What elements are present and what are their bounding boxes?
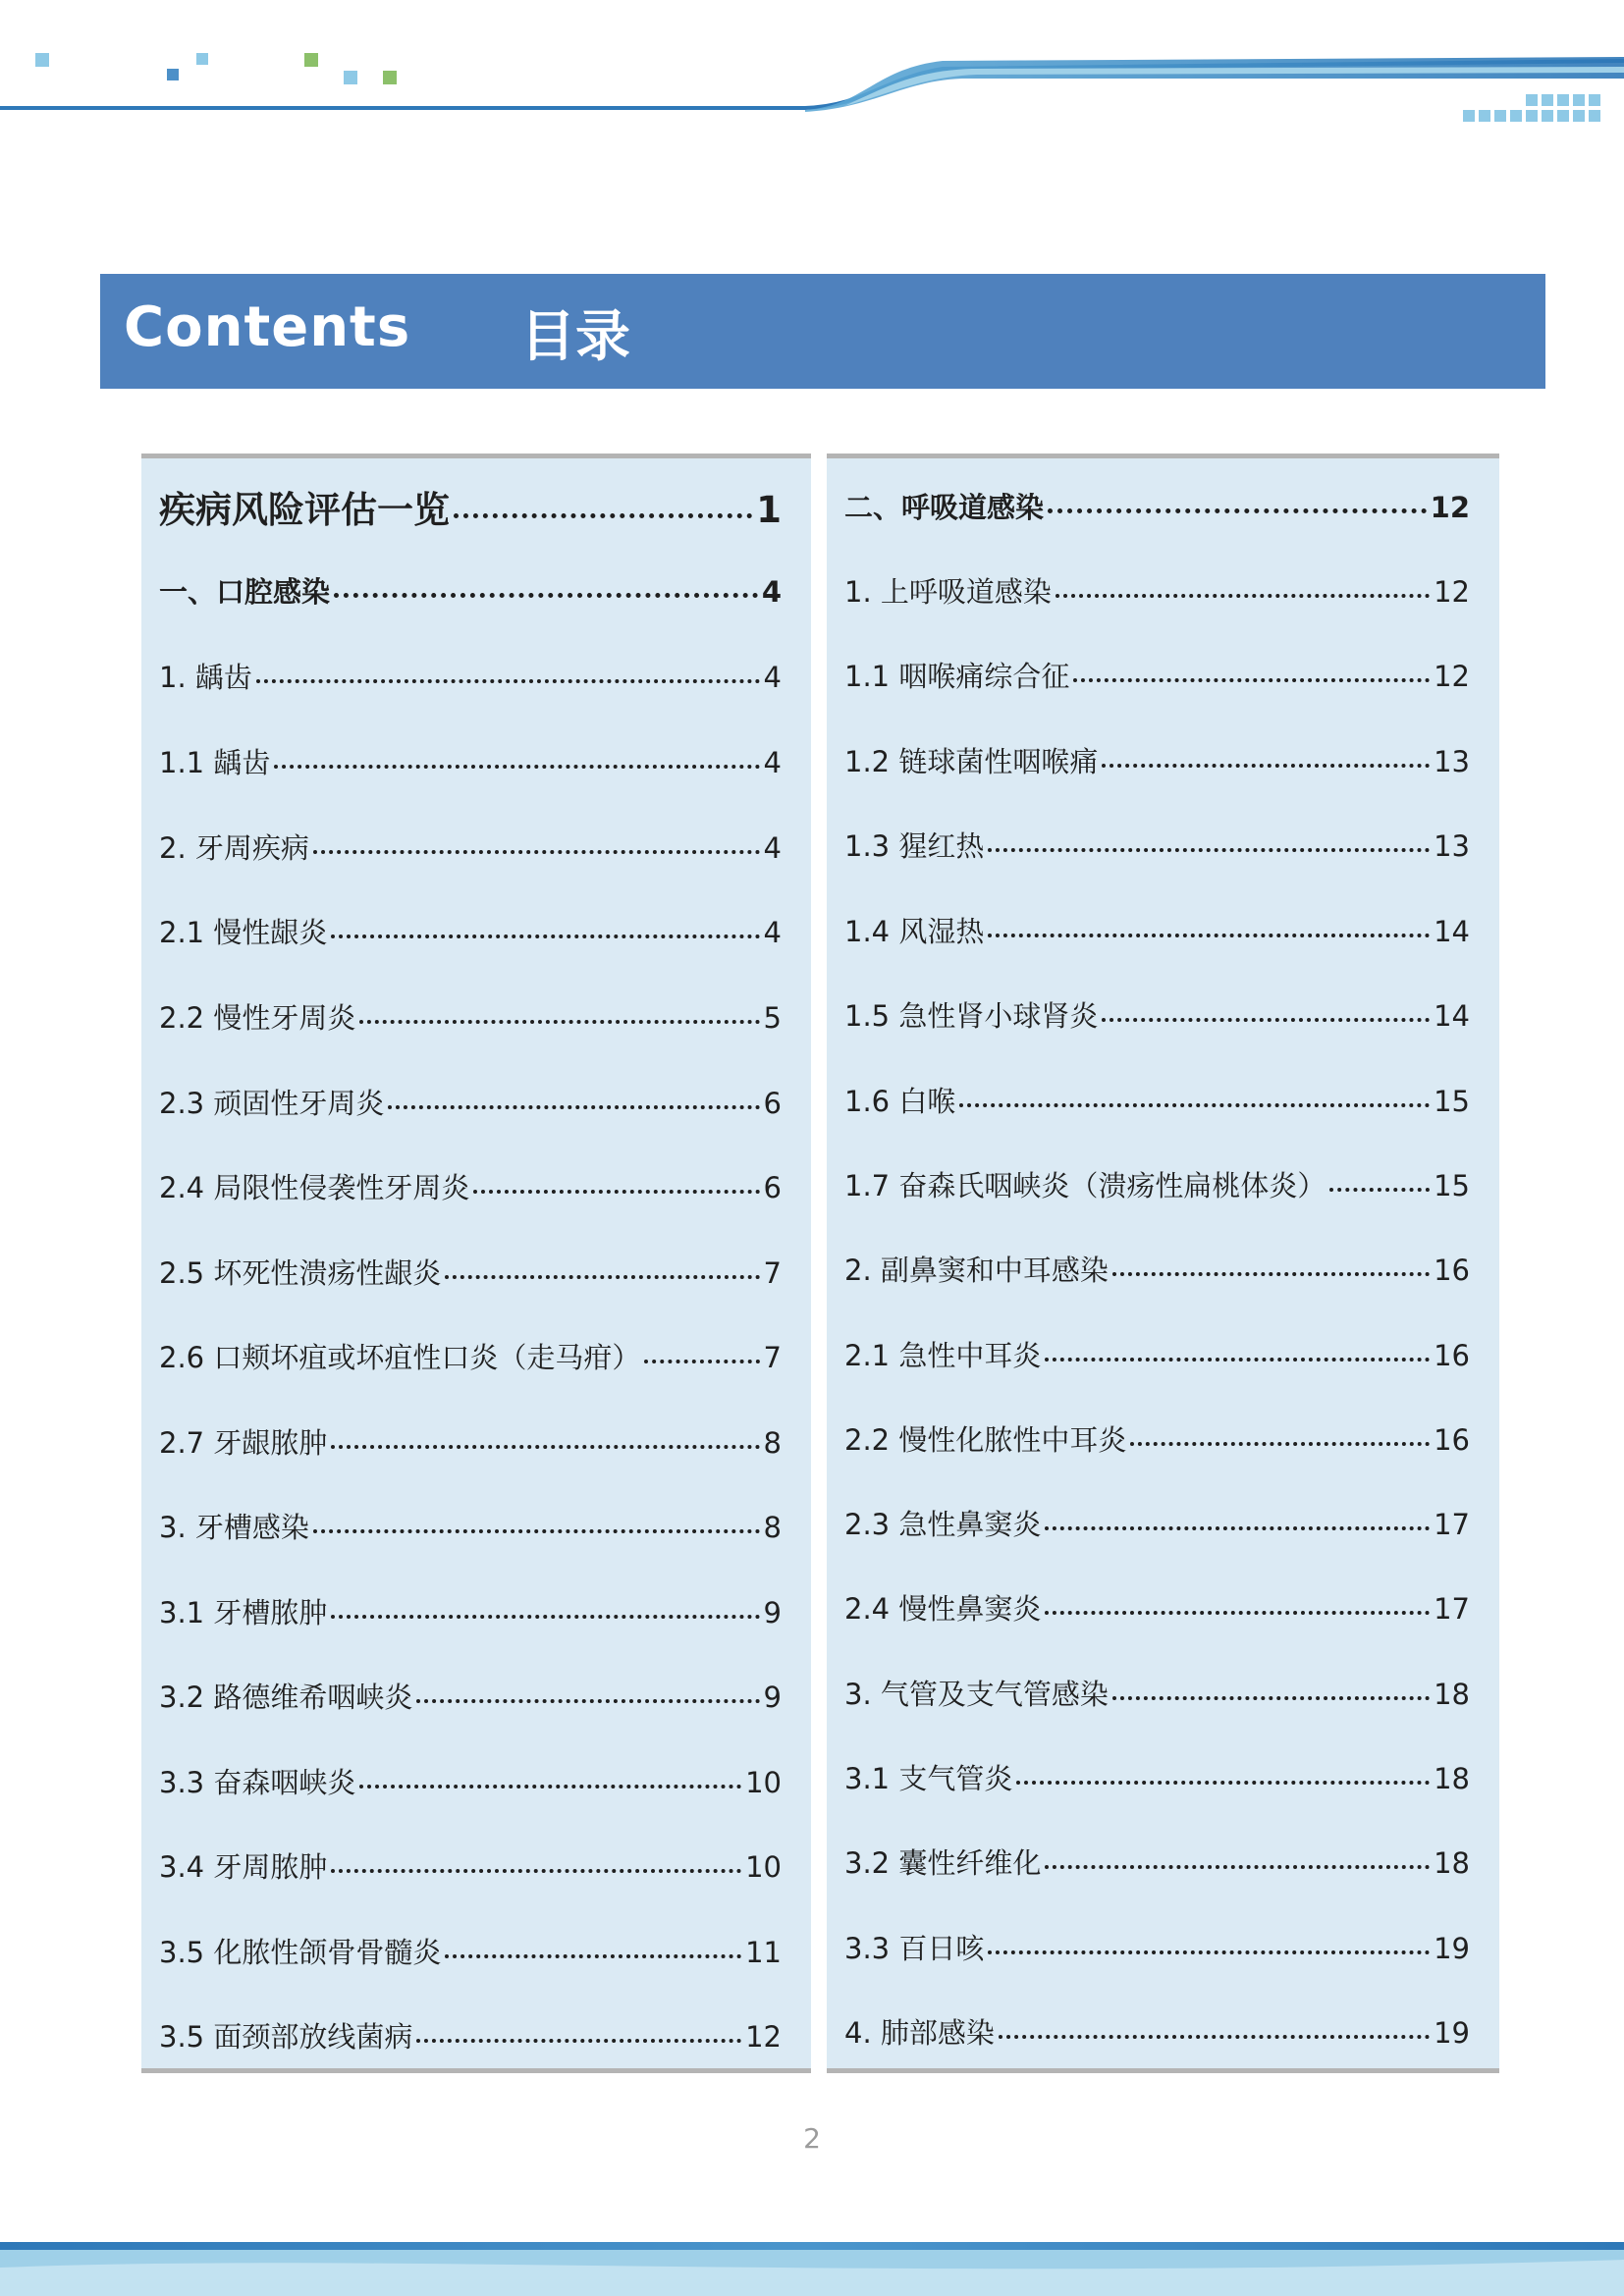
toc-entry-page: 5 (763, 1001, 782, 1035)
toc-entry-title: 4. 肺部感染 (844, 2016, 995, 2050)
toc-entry-page: 14 (1434, 999, 1470, 1033)
toc-leader-dots (1130, 1442, 1430, 1446)
toc-entry[interactable] (844, 737, 1470, 786)
toc-entry-page: 6 (763, 1087, 782, 1120)
toc-entry-page: 18 (1434, 1762, 1470, 1795)
toc-entry-title: 二、呼吸道感染 (844, 491, 1045, 524)
toc-entry-page: 12 (1434, 575, 1470, 609)
toc-entry[interactable] (159, 1418, 782, 1468)
toc-leader-dots (416, 2039, 741, 2043)
toc-entry-title: 2. 副鼻窦和中耳感染 (844, 1254, 1109, 1287)
toc-leader-dots (988, 848, 1430, 852)
toc-entry-title: 2.6 口颊坏疽或坏疽性口炎（走马疳） (159, 1341, 641, 1374)
toc-leader-dots (359, 1785, 741, 1789)
toc-entry-page: 16 (1434, 1254, 1470, 1287)
toc-entry[interactable] (159, 1249, 782, 1298)
toc-entry-title: 2.4 局限性侵袭性牙周炎 (159, 1171, 470, 1204)
toc-leader-dots (1016, 1781, 1430, 1785)
toc-entry-page: 13 (1434, 829, 1470, 863)
toc-entry-page: 18 (1434, 1846, 1470, 1880)
toc-entry[interactable] (159, 908, 782, 957)
toc-entry-title: 一、口腔感染 (159, 575, 331, 609)
toc-entry-title: 3.2 囊性纤维化 (844, 1846, 1042, 1880)
toc-entry-title: 1.2 链球菌性咽喉痛 (844, 745, 1099, 778)
toc-leader-dots (1073, 678, 1430, 682)
toc-entry[interactable] (844, 1415, 1470, 1465)
toc-entry-title: 疾病风险评估一览 (159, 489, 450, 531)
toc-entry[interactable] (159, 738, 782, 787)
toc-entry[interactable] (844, 1584, 1470, 1633)
toc-leader-dots (388, 1105, 759, 1109)
toc-entry[interactable] (159, 1673, 782, 1722)
toc-entry-page: 1 (756, 489, 782, 531)
toc-leader-dots (416, 1699, 759, 1703)
toc-entry-title: 1. 上呼吸道感染 (844, 575, 1052, 609)
toc-right-column (827, 454, 1499, 2073)
toc-leader-dots (644, 1360, 759, 1363)
toc-leader-dots (445, 1954, 741, 1958)
toc-entry-page: 11 (745, 1936, 782, 1969)
toc-entry[interactable] (844, 1077, 1470, 1126)
toc-leader-dots (1045, 1865, 1430, 1869)
toc-entry[interactable] (159, 824, 782, 873)
toc-entry[interactable] (844, 822, 1470, 871)
toc-leader-dots (473, 1190, 759, 1194)
toc-entry[interactable] (159, 1588, 782, 1637)
toc-leader-dots (1112, 1272, 1430, 1276)
toc-leader-dots (256, 679, 760, 683)
toc-entry-page: 16 (1434, 1423, 1470, 1457)
toc-entry-title: 2.2 慢性化脓性中耳炎 (844, 1423, 1127, 1457)
toc-entry-page: 4 (763, 746, 782, 779)
toc-entry-page: 9 (763, 1596, 782, 1629)
toc-entry-page: 17 (1434, 1592, 1470, 1626)
toc-leader-dots (1329, 1188, 1430, 1192)
contents-title-en: Contents (124, 295, 411, 359)
toc-leader-dots (313, 850, 760, 854)
toc-entry-page: 10 (745, 1850, 782, 1884)
toc-entry-title: 3.5 面颈部放线菌病 (159, 2020, 413, 2054)
toc-entry-page: 10 (745, 1766, 782, 1799)
contents-banner (100, 274, 1545, 389)
toc-entry-title: 1.3 猩红热 (844, 829, 985, 863)
toc-leader-dots (959, 1103, 1430, 1107)
contents-title-cn: 目录 (520, 305, 630, 369)
toc-entry[interactable] (844, 907, 1470, 956)
toc-entry-title: 1.1 龋齿 (159, 746, 271, 779)
toc-leader-dots (331, 1615, 759, 1619)
toc-entry-page: 19 (1434, 2016, 1470, 2050)
toc-leader-dots (1048, 508, 1427, 513)
toc-entry-title: 2.1 急性中耳炎 (844, 1339, 1042, 1372)
toc-leader-dots (274, 765, 759, 769)
toc-entry-title: 3. 气管及支气管感染 (844, 1678, 1109, 1711)
toc-leader-dots (331, 1869, 741, 1873)
toc-entry-title: 3. 牙槽感染 (159, 1511, 309, 1544)
toc-entry[interactable] (844, 991, 1470, 1041)
toc-entry[interactable] (159, 1333, 782, 1382)
page-number: 2 (803, 2122, 821, 2155)
toc-left-column (141, 454, 811, 2073)
toc-leader-dots (331, 934, 759, 938)
toc-entry-title: 2.1 慢性龈炎 (159, 916, 328, 949)
bottom-decoration (0, 2228, 1624, 2296)
toc-leader-dots (1112, 1696, 1430, 1700)
toc-entry-page: 12 (745, 2020, 782, 2054)
toc-entry[interactable] (844, 1924, 1470, 1973)
toc-entry-title: 3.3 奋森咽峡炎 (159, 1766, 356, 1799)
toc-leader-dots (1045, 1358, 1430, 1362)
toc-entry[interactable] (159, 1503, 782, 1552)
toc-entry-title: 2.3 急性鼻窦炎 (844, 1508, 1042, 1541)
toc-entry[interactable] (159, 1758, 782, 1807)
top-wave-graphic (0, 0, 1624, 137)
toc-entry-title: 3.4 牙周脓肿 (159, 1850, 328, 1884)
toc-entry-title: 3.1 支气管炎 (844, 1762, 1013, 1795)
toc-leader-dots (999, 2035, 1430, 2039)
top-decoration (0, 0, 1624, 137)
toc-entry-page: 19 (1434, 1932, 1470, 1965)
toc-entry[interactable] (844, 1500, 1470, 1549)
toc-entry[interactable] (159, 1928, 782, 1977)
toc-entry[interactable] (844, 1331, 1470, 1380)
toc-entry[interactable] (159, 1842, 782, 1892)
toc-leader-dots (331, 1445, 759, 1449)
toc-entry-page: 12 (1430, 491, 1470, 524)
toc-entry-title: 2.2 慢性牙周炎 (159, 1001, 356, 1035)
toc-entry-page: 14 (1434, 915, 1470, 948)
toc-entry[interactable] (159, 993, 782, 1042)
toc-entry-page: 18 (1434, 1678, 1470, 1711)
toc-entry[interactable] (844, 1754, 1470, 1803)
toc-leader-dots (1045, 1611, 1430, 1615)
toc-entry[interactable] (844, 483, 1470, 532)
toc-entry-title: 1.4 风湿热 (844, 915, 985, 948)
toc-entry[interactable] (159, 653, 782, 702)
toc-entry[interactable] (844, 1839, 1470, 1888)
toc-entry-page: 8 (763, 1426, 782, 1460)
toc-entry-title: 2.5 坏死性溃疡性龈炎 (159, 1256, 442, 1290)
toc-entry-page: 16 (1434, 1339, 1470, 1372)
bottom-wave-graphic (0, 2228, 1624, 2296)
toc-leader-dots (988, 1950, 1430, 1954)
toc-entry-title: 1.7 奋森氏咽峡炎（溃疡性扁桃体炎） (844, 1169, 1326, 1202)
toc-entry-title: 3.5 化脓性颌骨骨髓炎 (159, 1936, 442, 1969)
toc-entry[interactable] (159, 1079, 782, 1128)
toc-entry-page: 4 (763, 916, 782, 949)
toc-leader-dots (1045, 1526, 1430, 1530)
toc-entry-page: 12 (1434, 660, 1470, 693)
toc-leader-dots (445, 1275, 759, 1279)
toc-leader-dots (334, 593, 758, 598)
toc-entry-page: 4 (763, 831, 782, 865)
toc-leader-dots (359, 1020, 759, 1024)
toc-entry-title: 3.3 百日咳 (844, 1932, 985, 1965)
toc-entry[interactable] (159, 486, 782, 535)
toc-entry[interactable] (159, 1163, 782, 1212)
toc-leader-dots (988, 934, 1430, 937)
toc-entry-page: 4 (763, 661, 782, 694)
toc-entry-title: 3.2 路德维希咽峡炎 (159, 1681, 413, 1714)
toc-entry-title: 1.5 急性肾小球肾炎 (844, 999, 1099, 1033)
toc-entry-title: 2.4 慢性鼻窦炎 (844, 1592, 1042, 1626)
toc-entry-page: 4 (761, 575, 782, 609)
toc-entry-page: 15 (1434, 1085, 1470, 1118)
toc-entry-page: 13 (1434, 745, 1470, 778)
toc-leader-dots (313, 1529, 760, 1533)
toc-entry-page: 8 (763, 1511, 782, 1544)
toc-entry-page: 9 (763, 1681, 782, 1714)
toc-entry[interactable] (844, 652, 1470, 701)
toc-entry-title: 2. 牙周疾病 (159, 831, 309, 865)
toc-entry-title: 1.1 咽喉痛综合征 (844, 660, 1070, 693)
toc-entry-title: 2.3 顽固性牙周炎 (159, 1087, 385, 1120)
toc-entry[interactable] (844, 1161, 1470, 1210)
toc-entry-page: 17 (1434, 1508, 1470, 1541)
toc-entry-title: 3.1 牙槽脓肿 (159, 1596, 328, 1629)
toc-entry[interactable] (844, 2008, 1470, 2057)
toc-entry-title: 2.7 牙龈脓肿 (159, 1426, 328, 1460)
toc-entry[interactable] (159, 567, 782, 616)
toc-leader-dots (1102, 1018, 1430, 1022)
toc-entry[interactable] (844, 1670, 1470, 1719)
toc-leader-dots (1102, 764, 1430, 768)
toc-entry-page: 7 (763, 1341, 782, 1374)
toc-entry[interactable] (159, 2012, 782, 2061)
toc-entry[interactable] (844, 567, 1470, 616)
toc-entry-page: 15 (1434, 1169, 1470, 1202)
toc-entry-page: 7 (763, 1256, 782, 1290)
toc-leader-dots (1056, 594, 1430, 598)
toc-entry-title: 1. 龋齿 (159, 661, 252, 694)
toc-entry-title: 1.6 白喉 (844, 1085, 956, 1118)
toc-entry-page: 6 (763, 1171, 782, 1204)
toc-entry[interactable] (844, 1246, 1470, 1295)
toc-leader-dots (454, 513, 752, 518)
